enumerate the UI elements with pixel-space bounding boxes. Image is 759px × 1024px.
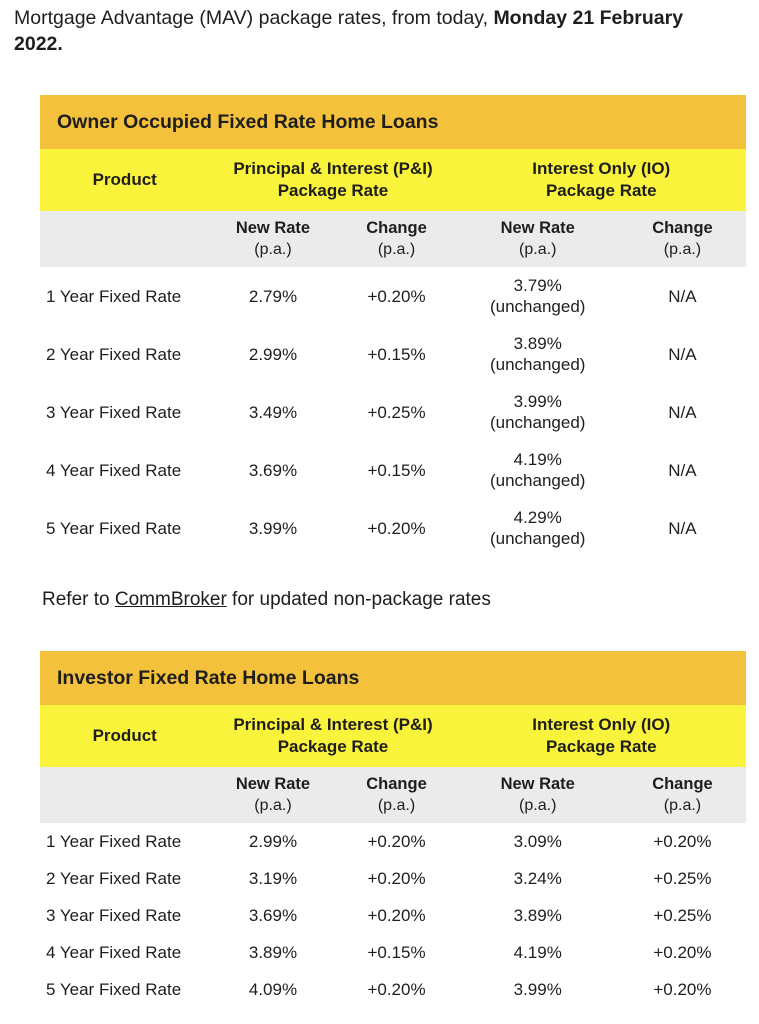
pi-change-cell: +0.15%: [367, 460, 426, 480]
intro-normal: Mortgage Advantage (MAV) package rates, from today,: [14, 7, 494, 29]
empty-subheader-cell: [40, 211, 209, 267]
io-rate-note: (unchanged): [489, 471, 586, 491]
pi-change-cell: +0.20%: [367, 906, 426, 926]
io-change-cell: +0.20%: [653, 832, 712, 852]
io-new-rate-cell: [457, 441, 619, 499]
pi-change-cell: +0.20%: [367, 518, 426, 538]
io-rate-note: (unchanged): [489, 297, 586, 317]
pi-change-cell: +0.25%: [367, 402, 426, 422]
io-change-cell: N/A: [668, 402, 697, 422]
pi-change-cell: +0.20%: [367, 869, 426, 889]
io-change-cell: N/A: [668, 460, 697, 480]
io-change-header: [619, 767, 746, 823]
io-group-header: [457, 705, 746, 767]
header-unit: (p.a.): [377, 240, 416, 258]
pi-new-rate-cell: 4.09%: [248, 980, 298, 1000]
pi-new-rate-cell: 2.99%: [248, 832, 298, 852]
intro-text: [14, 6, 714, 57]
sub-header-row: [40, 211, 746, 267]
io-rate-value: 3.99%: [513, 392, 562, 412]
io-new-rate-cell: [457, 499, 619, 557]
header-label: Change: [366, 775, 427, 794]
io-rate-note: (unchanged): [489, 355, 586, 375]
product-cell: 5 Year Fixed Rate: [46, 518, 182, 538]
intro-date: Monday 21 February 2022.: [14, 7, 684, 55]
header-unit: (p.a.): [377, 796, 416, 814]
header-label: New Rate: [500, 219, 575, 238]
pi-group-header: [209, 705, 456, 767]
io-new-rate-cell: 3.89%: [513, 906, 562, 926]
io-new-rate-cell: 3.99%: [513, 980, 562, 1000]
pi-change-cell: +0.15%: [367, 344, 426, 364]
header-unit: (p.a.): [663, 796, 702, 814]
pi-new-rate-cell: 2.99%: [248, 344, 298, 364]
io-group-line1: Interest Only (IO): [532, 158, 671, 178]
header-unit: (p.a.): [519, 796, 557, 814]
io-change-cell: +0.25%: [653, 869, 712, 889]
commbroker-link[interactable]: CommBroker: [114, 589, 227, 611]
pi-new-rate-header: [209, 211, 336, 267]
note-prefix: Refer to: [42, 589, 115, 611]
pi-group-line2: Package Rate: [277, 181, 389, 201]
pi-change-cell: +0.20%: [367, 832, 426, 852]
io-change-cell: N/A: [668, 344, 697, 364]
product-column-header: Product: [40, 149, 209, 211]
sub-header-row: [40, 767, 746, 823]
io-change-cell: N/A: [668, 518, 697, 538]
pi-change-cell: +0.20%: [367, 286, 426, 306]
io-new-rate-cell: 3.24%: [513, 869, 562, 889]
io-change-cell: +0.20%: [653, 980, 712, 1000]
table-row: [40, 934, 746, 971]
table-row: [40, 860, 746, 897]
io-group-header: [457, 149, 746, 211]
investor-table: [40, 705, 746, 1008]
table-row: [40, 441, 746, 499]
io-group-line2: Package Rate: [545, 737, 657, 757]
header-unit: (p.a.): [254, 240, 292, 258]
header-label: Change: [366, 219, 427, 238]
header-label: Change: [652, 219, 713, 238]
io-new-rate-header: [457, 767, 619, 823]
io-rate-value: 3.89%: [513, 334, 562, 354]
product-cell: 5 Year Fixed Rate: [46, 980, 182, 1000]
product-cell: 4 Year Fixed Rate: [46, 460, 182, 480]
owner-table-title: Owner Occupied Fixed Rate Home Loans: [40, 95, 746, 149]
table-row: [40, 499, 746, 557]
io-change-header: [619, 211, 746, 267]
io-change-cell: +0.25%: [653, 906, 712, 926]
io-rate-value: 3.79%: [513, 276, 562, 296]
io-new-rate-cell: [457, 325, 619, 383]
owner-occupied-rates-table: [40, 95, 746, 557]
pi-new-rate-cell: 3.99%: [248, 518, 298, 538]
io-rate-note: (unchanged): [489, 413, 586, 433]
header-label: New Rate: [235, 219, 311, 238]
pi-group-line1: Principal & Interest (P&I): [233, 714, 433, 734]
owner-table: [40, 149, 746, 557]
io-rate-value: 4.19%: [513, 450, 562, 470]
io-new-rate-cell: 3.09%: [513, 832, 562, 852]
header-unit: (p.a.): [663, 240, 702, 258]
pi-new-rate-cell: 3.49%: [248, 402, 298, 422]
product-cell: 1 Year Fixed Rate: [46, 832, 182, 852]
io-new-rate-header: [457, 211, 619, 267]
investor-rates-table: [40, 651, 746, 1008]
table-row: [40, 897, 746, 934]
table-row: [40, 971, 746, 1008]
header-label: Change: [652, 775, 713, 794]
pi-group-header: [209, 149, 456, 211]
empty-subheader-cell: [40, 767, 209, 823]
pi-new-rate-cell: 3.69%: [248, 906, 298, 926]
table-row: [40, 267, 746, 325]
io-new-rate-cell: 4.19%: [513, 943, 562, 963]
pi-change-header: [337, 211, 457, 267]
io-group-line1: Interest Only (IO): [532, 714, 671, 734]
io-change-cell: +0.20%: [653, 943, 712, 963]
io-group-line2: Package Rate: [545, 181, 657, 201]
header-label: New Rate: [235, 775, 311, 794]
header-unit: (p.a.): [519, 240, 557, 258]
product-cell: 2 Year Fixed Rate: [46, 869, 182, 889]
pi-new-rate-cell: 3.19%: [248, 869, 298, 889]
pi-change-cell: +0.15%: [367, 943, 426, 963]
io-change-cell: N/A: [668, 286, 697, 306]
table-row: [40, 823, 746, 860]
table-row: [40, 325, 746, 383]
table-row: [40, 383, 746, 441]
product-cell: 1 Year Fixed Rate: [46, 286, 182, 306]
pi-new-rate-cell: 3.89%: [248, 943, 298, 963]
product-cell: 2 Year Fixed Rate: [46, 344, 182, 364]
product-cell: 3 Year Fixed Rate: [46, 906, 182, 926]
group-header-row: [40, 149, 746, 211]
io-new-rate-cell: [457, 267, 619, 325]
pi-group-line1: Principal & Interest (P&I): [233, 158, 433, 178]
pi-new-rate-cell: 3.69%: [248, 460, 298, 480]
pi-new-rate-header: [209, 767, 336, 823]
io-rate-note: (unchanged): [489, 529, 586, 549]
investor-table-title: Investor Fixed Rate Home Loans: [40, 651, 746, 705]
header-label: New Rate: [500, 775, 575, 794]
note-suffix: for updated non-package rates: [226, 589, 491, 611]
pi-change-cell: +0.20%: [367, 980, 426, 1000]
io-rate-value: 4.29%: [513, 508, 562, 528]
product-column-header: Product: [40, 705, 209, 767]
product-cell: 4 Year Fixed Rate: [46, 943, 182, 963]
group-header-row: [40, 705, 746, 767]
pi-group-line2: Package Rate: [277, 737, 389, 757]
commbroker-note: [42, 589, 759, 611]
io-new-rate-cell: [457, 383, 619, 441]
header-unit: (p.a.): [254, 796, 292, 814]
pi-new-rate-cell: 2.79%: [248, 286, 298, 306]
pi-change-header: [337, 767, 457, 823]
product-cell: 3 Year Fixed Rate: [46, 402, 182, 422]
